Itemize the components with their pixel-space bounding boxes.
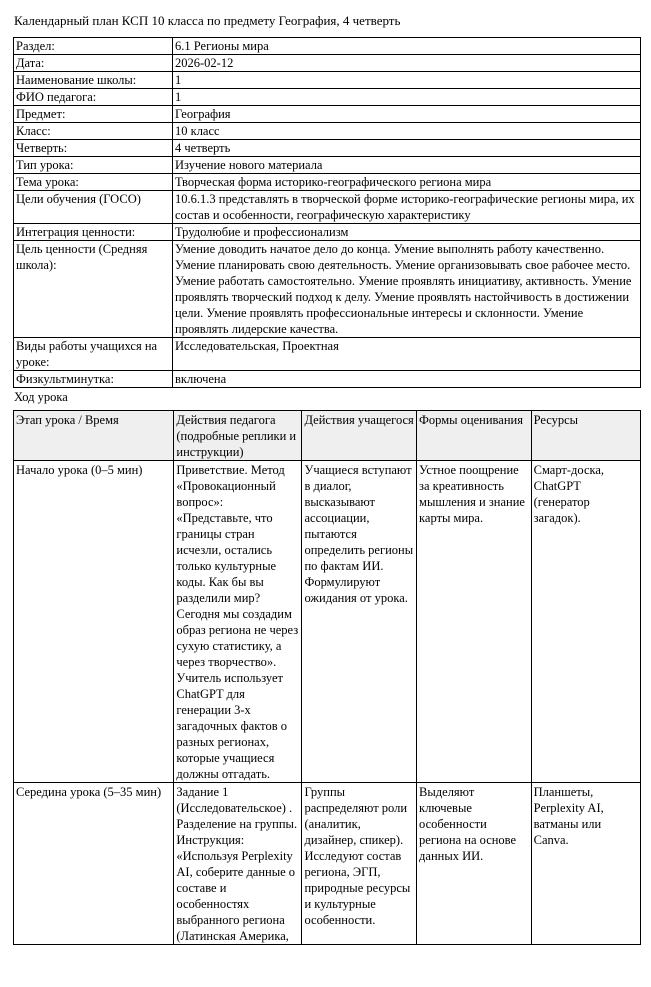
column-header: Действия педагога (подробные реплики и инструкции) [174,411,302,461]
info-key: Наименование школы: [14,72,173,89]
info-row [14,224,641,241]
info-value: Исследовательская, Проектная [173,338,641,371]
info-key: Дата: [14,55,173,72]
table-row [14,783,641,945]
info-key: Цели обучения (ГОСО) [14,191,173,224]
info-key: Тема урока: [14,174,173,191]
cell-resources: Планшеты, Perplexity AI, ватманы или Canva. [531,783,640,945]
lesson-flow-table [13,410,641,945]
info-key: Цель ценности (Средняя школа): [14,241,173,338]
cell-stage: Середина урока (5–35 мин) [14,783,174,945]
info-row [14,174,641,191]
column-header: Формы оценивания [417,411,532,461]
info-row [14,191,641,224]
lesson-flow-label: Ход урока [14,390,68,404]
cell-stage: Начало урока (0–5 мин) [14,461,174,783]
info-key: Физкультминутка: [14,371,173,388]
info-row [14,338,641,371]
info-value: 4 четверть [173,140,641,157]
info-value: 10 класс [173,123,641,140]
info-key: ФИО педагога: [14,89,173,106]
info-row [14,72,641,89]
info-key: Раздел: [14,38,173,55]
info-key: Предмет: [14,106,173,123]
info-value: Умение доводить начатое дело до конца. Умение выполнять работу качественно. Умение планировать свою деятельность. Умение организовывать свое рабочее место. Умение работать самостоятельно. Умение проявлять инициативу, активность. Умение проявлять творческий подход к делу. Умение проявлять настойчивость в достижении цели. Умение проявлять профессиональные интересы и склонности. Умение проявлять лидерские качества. [173,241,641,338]
info-row [14,140,641,157]
info-value: Изучение нового материала [173,157,641,174]
info-key: Интеграция ценности: [14,224,173,241]
info-row [14,106,641,123]
info-value: 1 [173,72,641,89]
cell-teacher: Задание 1 (Исследовательское) . Разделение на группы. Инструкция: «Используя Perplexity AI, соберите данные о составе и особенностях выбранного региона (Латинская Америка, [174,783,302,945]
cell-assessment: Устное поощрение за креативность мышления и знание карты мира. [417,461,532,783]
info-row [14,38,641,55]
table-header-row [14,411,641,461]
info-value: География [173,106,641,123]
info-key: Четверть: [14,140,173,157]
column-header: Ресурсы [531,411,640,461]
cell-student: Учащиеся вступают в диалог, высказывают ассоциации, пытаются определить регионы по фактам ИИ. Формулируют ожидания от урока. [302,461,417,783]
lesson-info-table [13,37,641,388]
table-row [14,461,641,783]
info-value: 1 [173,89,641,106]
info-value: Творческая форма историко-географического региона мира [173,174,641,191]
info-row [14,241,641,338]
info-key: Класс: [14,123,173,140]
cell-assessment: Выделяют ключевые особенности региона на основе данных ИИ. [417,783,532,945]
info-row [14,123,641,140]
cell-student: Группы распределяют роли (аналитик, дизайнер, спикер). Исследуют состав региона, ЭГП, природные ресурсы и культурные особенности. [302,783,417,945]
info-value: 10.6.1.3 представлять в творческой форме историко-географические регионы мира, их состав и особенности, географическую характеристику [173,191,641,224]
column-header: Действия учащегося [302,411,417,461]
info-key: Тип урока: [14,157,173,174]
info-row [14,157,641,174]
document-title: Календарный план КСП 10 класса по предмету География, 4 четверть [14,13,401,28]
cell-resources: Смарт-доска, ChatGPT (генератор загадок). [531,461,640,783]
info-value: 2026-02-12 [173,55,641,72]
info-value: включена [173,371,641,388]
info-row [14,89,641,106]
info-row [14,55,641,72]
cell-teacher: Приветствие. Метод «Провокационный вопрос»: «Представьте, что границы стран исчезли, остались только культурные коды. Как бы вы разделили мир? Сегодня мы создадим образ региона не через сухую статистику, а через творчество». Учитель использует ChatGPT для генерации 3-х загадочных фактов о разных регионах, которые учащиеся должны отгадать. [174,461,302,783]
info-value: Трудолюбие и профессионализм [173,224,641,241]
info-value: 6.1 Регионы мира [173,38,641,55]
column-header: Этап урока / Время [14,411,174,461]
info-key: Виды работы учащихся на уроке: [14,338,173,371]
info-row [14,371,641,388]
page-bottom-edge [0,977,651,987]
